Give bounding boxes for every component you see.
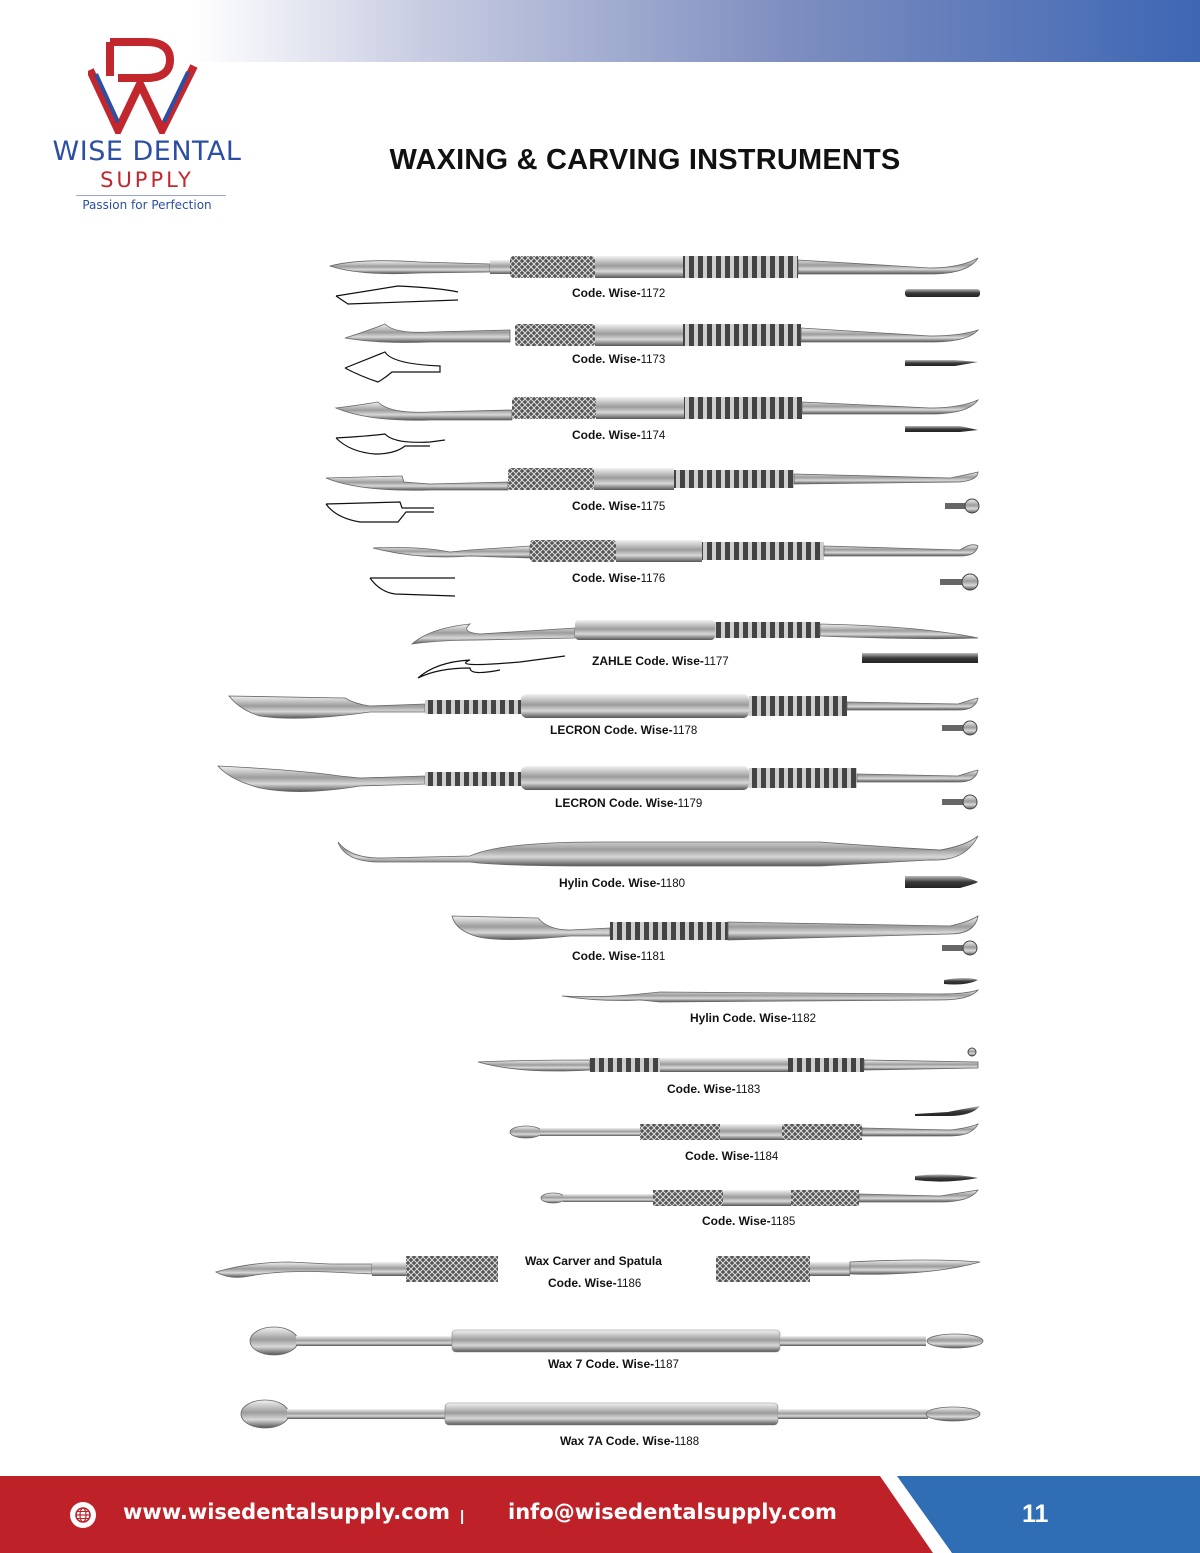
instrument-code-1178: LECRON Code. Wise-1178 — [550, 723, 698, 737]
instrument-1177 — [412, 620, 978, 678]
page-number: 11 — [1022, 1500, 1049, 1528]
instrument-code-1180: Hylin Code. Wise-1180 — [559, 876, 685, 890]
instrument-1187 — [250, 1327, 983, 1355]
brand-tagline: Passion for Perfection — [82, 198, 212, 212]
page-title: WAXING & CARVING INSTRUMENTS — [389, 144, 901, 176]
instrument-1184 — [510, 1106, 980, 1140]
instrument-1188 — [241, 1400, 980, 1428]
instrument-code-1184: Code. Wise-1184 — [685, 1149, 779, 1163]
instrument-1181 — [452, 916, 978, 955]
instrument-code-1176: Code. Wise-1176 — [572, 571, 666, 585]
instrument-1175 — [326, 468, 979, 522]
instrument-code-1181: Code. Wise-1181 — [572, 949, 666, 963]
instrument-code-1187: Wax 7 Code. Wise-1187 — [548, 1357, 679, 1371]
instrument-code-1172: Code. Wise-1172 — [572, 286, 666, 300]
instrument-1183 — [478, 1048, 978, 1072]
instrument-code-1179: LECRON Code. Wise-1179 — [555, 796, 703, 810]
instrument-code-1174: Code. Wise-1174 — [572, 428, 666, 442]
instrument-1185 — [541, 1174, 978, 1206]
footer-email-link[interactable]: info@wisedentalsupply.com — [508, 1500, 837, 1524]
instrument-code-1173: Code. Wise-1173 — [572, 352, 666, 366]
instrument-1182 — [562, 978, 978, 1002]
brand-name: WISE DENTAL — [52, 136, 242, 167]
instrument-code-1175: Code. Wise-1175 — [572, 499, 666, 513]
instrument-code-1186: Code. Wise-1186 — [548, 1276, 642, 1290]
footer-separator: | — [460, 1508, 465, 1525]
brand-subtitle: SUPPLY — [100, 168, 194, 192]
footer-website-link[interactable]: www.wisedentalsupply.com — [123, 1500, 451, 1524]
instrument-1174 — [336, 397, 978, 454]
instrument-code-1185: Code. Wise-1185 — [702, 1214, 796, 1228]
page-footer — [0, 1476, 1200, 1553]
globe-icon — [70, 1502, 96, 1528]
instrument-1176 — [370, 540, 978, 596]
instrument-code-1188: Wax 7A Code. Wise-1188 — [560, 1434, 700, 1448]
instrument-heading-1186: Wax Carver and Spatula — [525, 1254, 662, 1268]
instrument-code-1183: Code. Wise-1183 — [667, 1082, 761, 1096]
instrument-code-1182: Hylin Code. Wise-1182 — [690, 1011, 816, 1025]
instrument-code-1177: ZAHLE Code. Wise-1177 — [592, 654, 729, 668]
